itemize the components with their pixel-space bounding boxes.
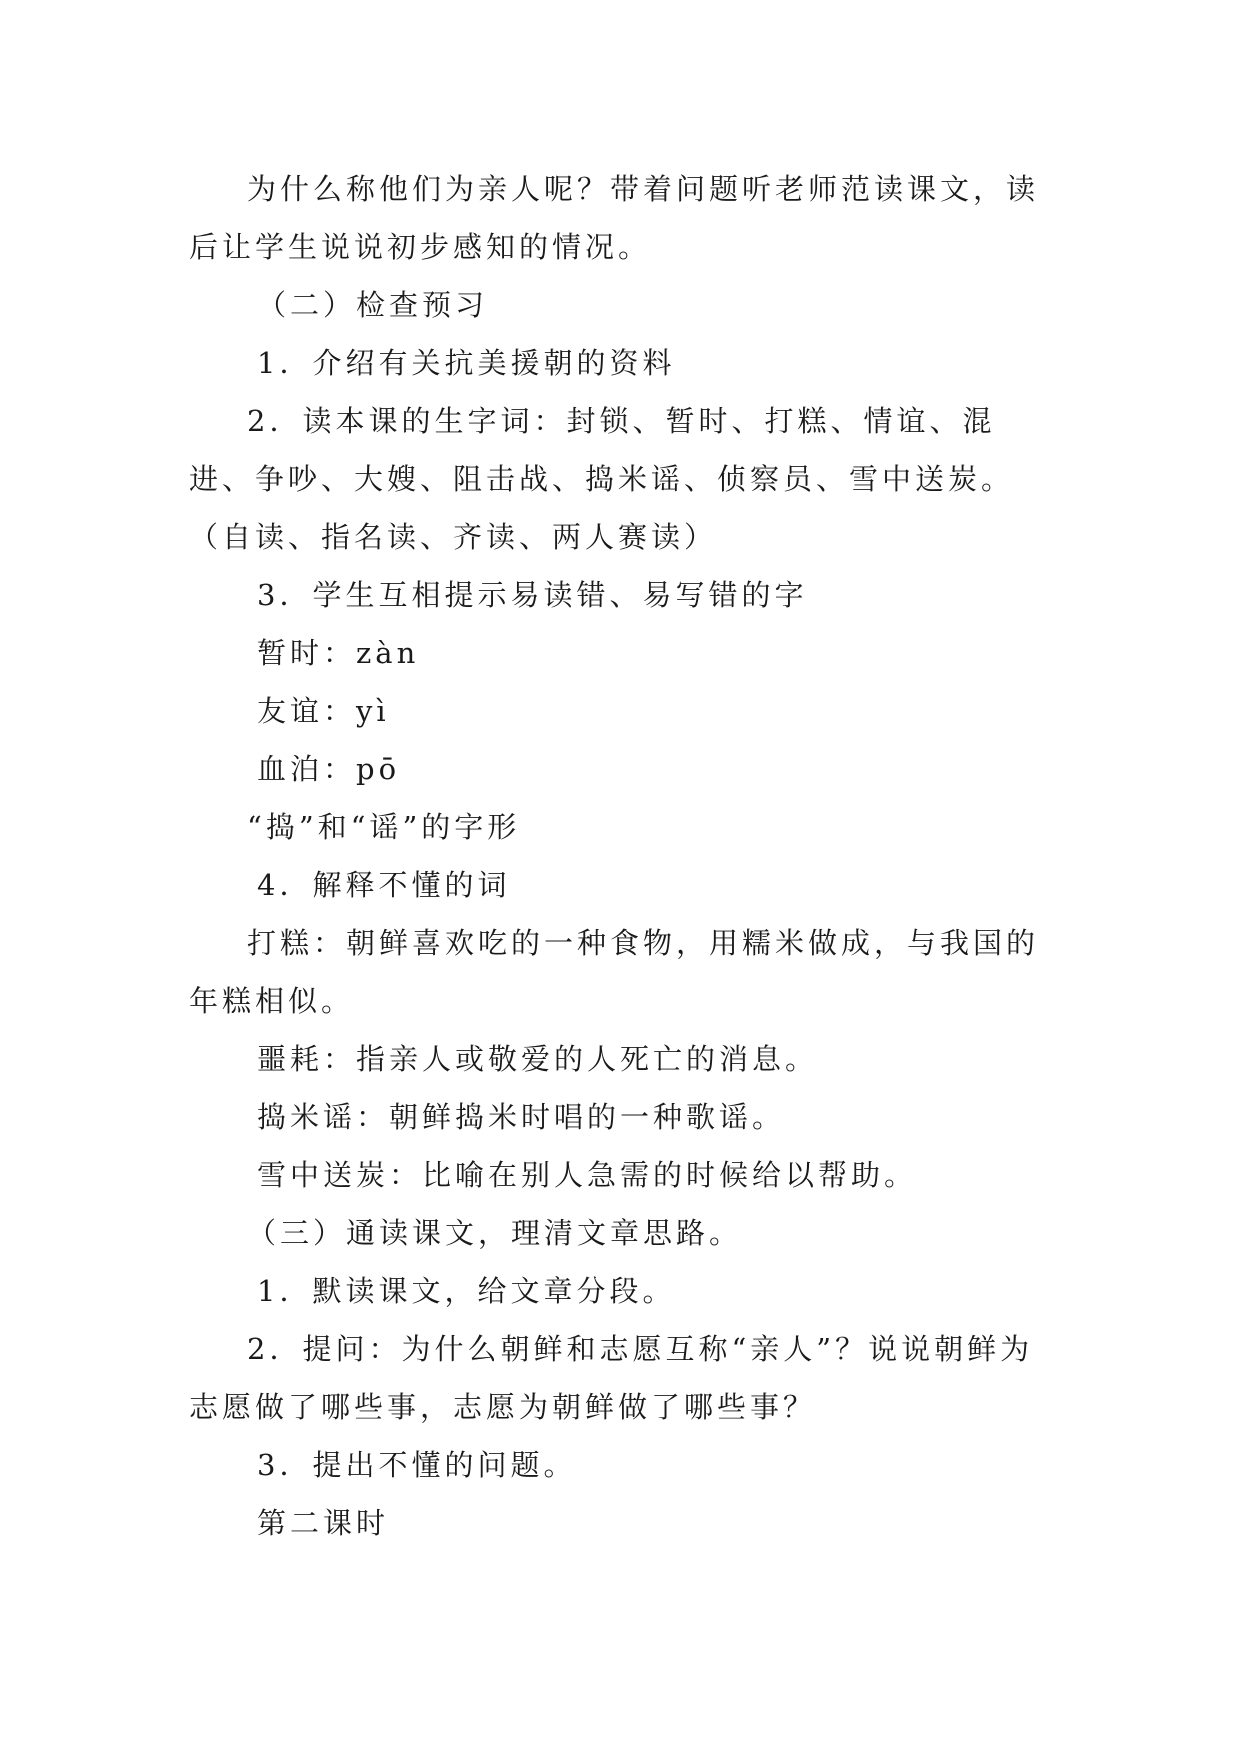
list-item: 2．读本课的生字词：封锁、暂时、打糕、情谊、混进、争吵、大嫂、阻击战、捣米谣、侦察员、雪中送炭。（自读、指名读、齐读、两人赛读）: [189, 404, 1015, 554]
list-item: 3．提出不懂的问题。: [257, 1448, 577, 1482]
definition: 捣米谣：朝鲜捣米时唱的一种歌谣。: [257, 1100, 786, 1134]
list-item: 3．学生互相提示易读错、易写错的字: [257, 578, 808, 612]
character-shape-note: “捣”和“谣”的字形: [247, 810, 521, 844]
definition: 打糕：朝鲜喜欢吃的一种食物，用糯米做成，与我国的年糕相似。: [189, 926, 1040, 1018]
intro-paragraph: 为什么称他们为亲人呢？带着问题听老师范读课文，读后让学生说说初步感知的情况。: [189, 172, 1040, 264]
list-item: 4．解释不懂的词: [257, 868, 511, 902]
list-item: 1．默读课文，给文章分段。: [257, 1274, 676, 1308]
definition: 雪中送炭：比喻在别人急需的时候给以帮助。: [257, 1158, 918, 1192]
pinyin-note: 友谊：yì: [257, 694, 390, 728]
section-heading-check-preview: （二）检查预习: [257, 288, 489, 322]
lesson-heading: 第二课时: [257, 1506, 390, 1540]
section-heading-read-through: （三）通读课文，理清文章思路。: [247, 1216, 743, 1250]
list-item: 1．介绍有关抗美援朝的资料: [257, 346, 676, 380]
pinyin-note: 血泊：pō: [257, 752, 401, 786]
list-item: 2．提问：为什么朝鲜和志愿互称“亲人”？说说朝鲜为志愿做了哪些事，志愿为朝鲜做了哪些事？: [189, 1332, 1034, 1424]
document-body: [189, 160, 1051, 1552]
pinyin-note: 暂时：zàn: [257, 636, 420, 670]
definition: 噩耗：指亲人或敬爱的人死亡的消息。: [257, 1042, 819, 1076]
